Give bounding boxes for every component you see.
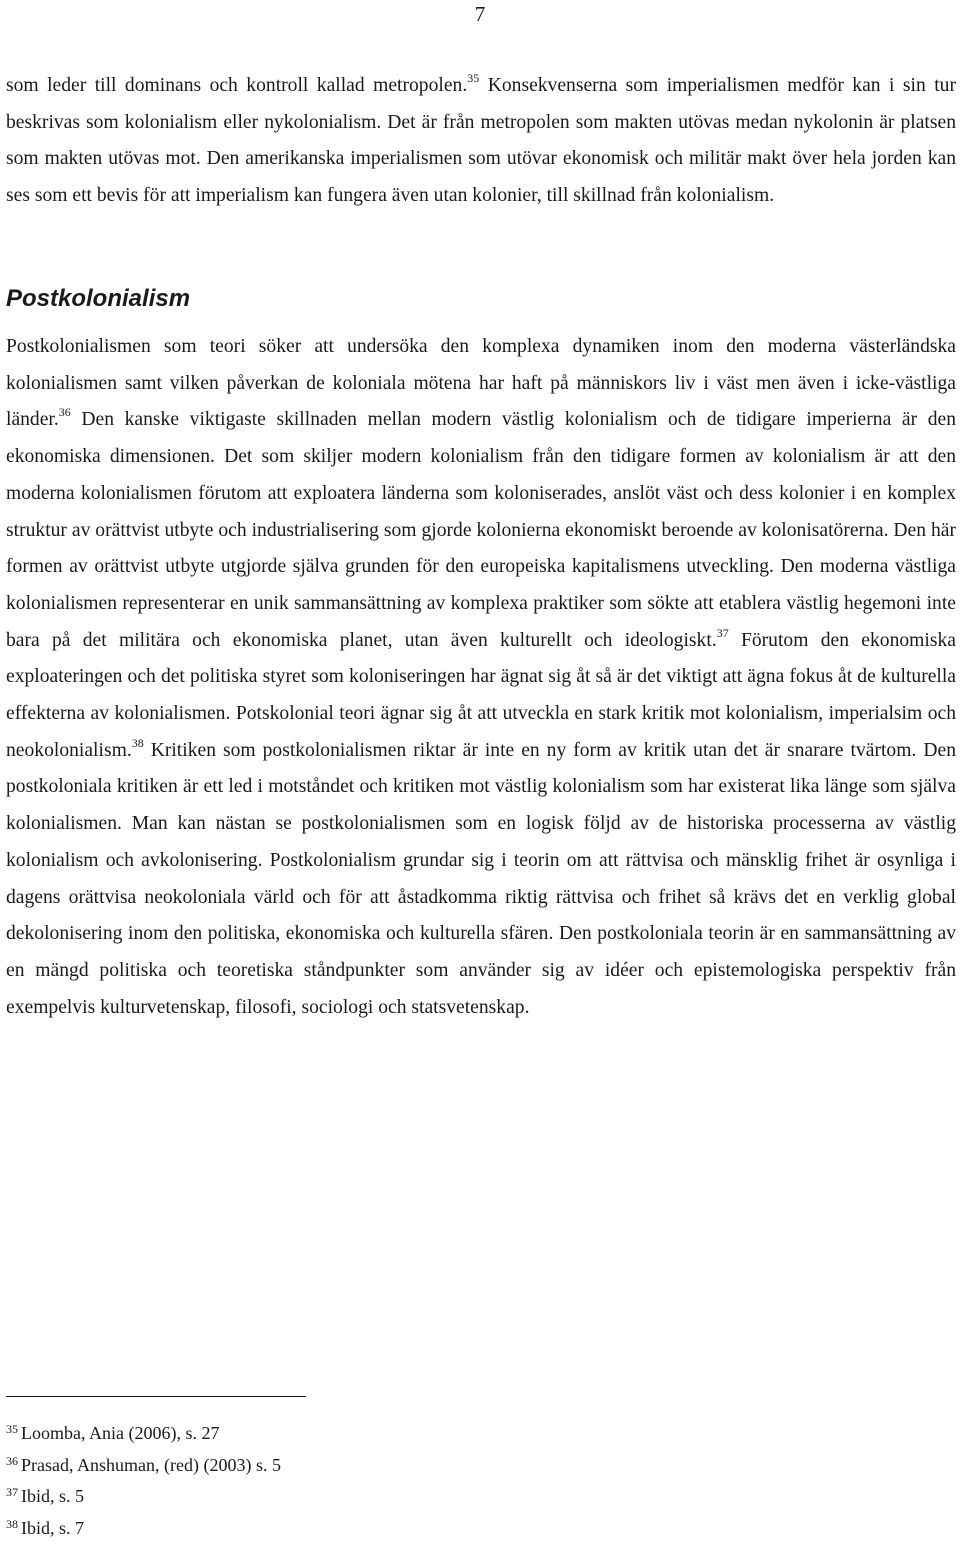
footnote-text: Ibid, s. 7 xyxy=(21,1518,84,1538)
footnote-item xyxy=(6,1513,281,1544)
paragraph-text: som leder till dominans och kontroll kallad metropolen. xyxy=(6,75,467,96)
paragraph-text: Postkolonialismen som teori söker att undersöka den komplexa dynamiken inom den moderna västerländska kolonialismen samt vilken påverkan de koloniala mötena har haft på människors liv i väst men även i icke-västliga länder. xyxy=(6,336,956,430)
footnote-item xyxy=(6,1481,281,1513)
footnote-text: Ibid, s. 5 xyxy=(21,1486,84,1506)
body-paragraph-1 xyxy=(6,68,956,215)
paragraph-text: Konsekvenserna som imperialismen medför kan i sin tur beskrivas som kolonialism eller nykolonialism. Det är från metropolen som makten utövas medan nykolonin är platsen som makten utövas mot. Den amerikanska imperialismen som utövar ekonomisk och militär makt över hela jorden kan ses som ett bevis för att imperialism kan fungera även utan kolonier, till skillnad från kolonialism. xyxy=(6,75,956,206)
footnote-number: 37 xyxy=(6,1485,18,1499)
footnote-number: 35 xyxy=(6,1422,18,1436)
footnote-reference-36: 36 xyxy=(59,405,71,419)
footnote-item xyxy=(6,1418,281,1450)
paragraph-text: Kritiken som postkolonialismen riktar är inte en ny form av kritik utan det är snarare tvärtom. Den postkoloniala kritiken är ett led i motståndet och kritiken mot västlig kolonialism som har existerat lika länge som själva kolonialismen. Man kan nästan se postkolonialismen som en logisk följd av de historiska processerna av västlig kolonialism och avkolonisering. Postkolonialism grundar sig i teorin om att rättvisa och mänsklig frihet är osynliga i dagens orättvisa neokoloniala värld och för att åstadkomma riktig rättvisa och frihet så krävs det en verklig global dekolonisering inom den politiska, ekonomiska och kulturella sfären. Den postkoloniala teorin är en sammansättning av en mängd politiska och teoretiska ståndpunkter som använder sig av idéer och epistemologiska perspektiv från exempelvis kulturvetenskap, filosofi, sociologi och statsvetenskap. xyxy=(6,740,956,1018)
footnote-reference-38: 38 xyxy=(132,736,144,750)
footnote-number: 36 xyxy=(6,1454,18,1468)
footnote-item xyxy=(6,1450,281,1482)
paragraph-text: Förutom den ekonomiska exploateringen och det politiska styret som koloniseringen har ägnat sig åt så är det viktigt att ägna fokus åt de kulturella effekterna av kolonialismen. Potskolonial teori ägnar sig åt att utveckla en stark kritik mot kolonialism, imperialsim och neokolonialism. xyxy=(6,630,956,761)
footnote-separator xyxy=(6,1396,306,1397)
footnote-reference-35: 35 xyxy=(467,71,479,85)
footnote-text: Prasad, Anshuman, (red) (2003) s. 5 xyxy=(21,1455,281,1475)
footnote-list xyxy=(6,1418,281,1544)
footnote-reference-37: 37 xyxy=(717,626,729,640)
page-number: 7 xyxy=(470,2,490,27)
paragraph-text: Den kanske viktigaste skillnaden mellan modern västlig kolonialism och de tidigare imperierna är den ekonomiska dimensionen. Det som skiljer modern kolonialism från den tidigare formen av kolonialism är att den moderna kolonialismen förutom att exploatera länderna som koloniserades, anslöt väst och dess kolonier i en komplex struktur av orättvist utbyte och industrialisering som gjorde kolonierna ekonomiskt beroende av kolonisatörerna. Den här formen av orättvist utbyte utgjorde själva grunden för den europeiska kapitalismens utveckling. Den moderna västliga kolonialismen representerar en unik sammansättning av komplexa praktiker som sökte att etablera västlig hegemoni inte bara på det militära och ekonomiska planet, utan även kulturellt och ideologiskt. xyxy=(6,409,956,650)
footnote-number: 38 xyxy=(6,1517,18,1531)
section-heading: Postkolonialism xyxy=(6,281,190,317)
footnote-text: Loomba, Ania (2006), s. 27 xyxy=(21,1423,219,1443)
body-paragraph-2 xyxy=(6,329,956,1026)
